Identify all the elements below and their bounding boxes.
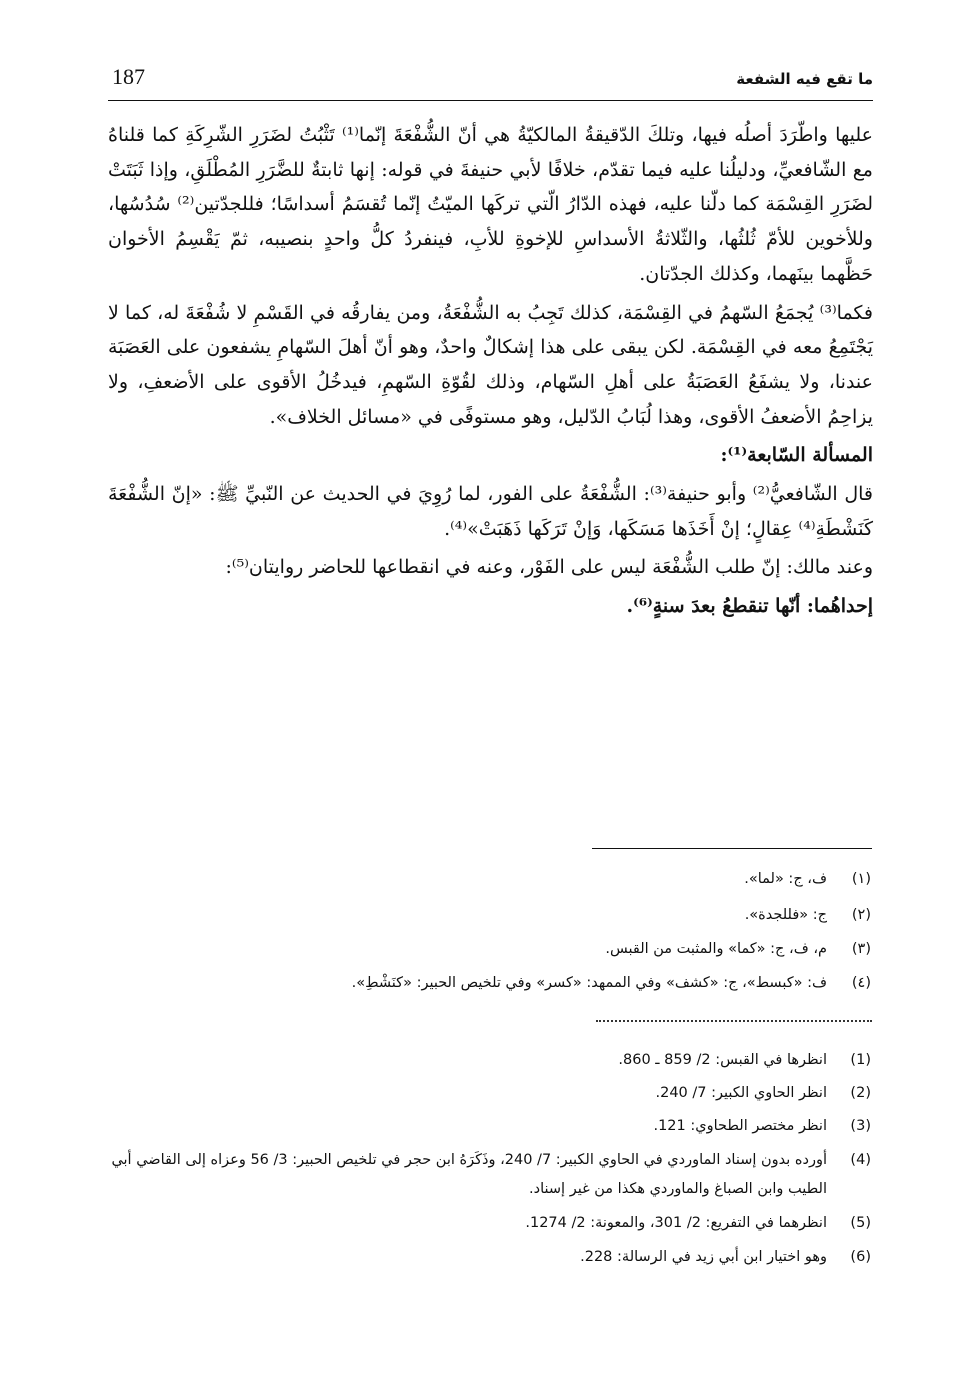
- footnote-item: [108, 1152, 873, 1204]
- paragraph: إحداهُما: أنّها تنقطعُ بعدَ سنةٍ⁽⁶⁾.: [626, 595, 873, 618]
- footnote-text: انظر مختصر الطحاوي: 121.: [653, 1118, 827, 1134]
- footnote-text: ف، ج: «لما».: [744, 871, 827, 887]
- footnote-item: [108, 1085, 873, 1108]
- footnote-number: (٣): [851, 941, 871, 957]
- footnote-number: (6): [850, 1249, 871, 1265]
- footnote-number: (5): [850, 1215, 871, 1231]
- footnote-text: انظرهما في التفريع: 2/ 301، والمعونة: 2/ 1274.: [525, 1215, 827, 1231]
- footnote-number: (٢): [851, 907, 871, 923]
- paragraph: عليها واطّرَدَ أصلُه فيها، وتلكَ الدّقيقةُ المالكيّةُ هي أنّ الشُّفْعَةَ إنّما⁽¹⁾ تَثْبُتُ لضَرَرِ الشّرِكَةِ كما قلناهُ مع الشّافعيِّ، ودليلُنا عليه فيما تقدّم، خلافًا لأبي حنيفةَ في قوله: إنها ثابتةٌ للضَّرَرِ المُطْلَقِ، وإذا ثَبَتَتْ لضَرَرِ القِسْمَة كما دلّنا عليه، فهذه الدّارُ الّتي تركَها الميّتُ إنّما تُقسَمُ أسداسًا؛ فللجدّتين⁽²⁾ سُدُسُها، وللأخوين للأمّ ثُلثُها، والثّلاثةُ الأسداسِ للإخوةِ للأبِ، فينفردُ كلُّ واحدٍ بنصيبه، ثمّ يَقْسِمُ الأخوان حَظَّهما بينَهما، وكذلك الجدّتان.: [108, 124, 873, 285]
- footnote-item: [108, 1215, 873, 1238]
- footnote-item: [108, 941, 873, 964]
- footnote-item: [108, 907, 873, 930]
- footnote-item: [108, 1118, 873, 1141]
- footnote-number: (٤): [851, 975, 871, 991]
- paragraph: فكما⁽³⁾ يُجمَعُ السّهمُ في القِسْمَة، كذلك تَجِبُ به الشُّفْعَةُ، ومن يفارقُه في القَسْمِ لا شُفْعَةَ له، كما لا يَجْتَمِعُ معه في القِسْمَة. لكن يبقى على هذا إشكالٌ واحدٌ، وهو أنّ أهلَ السّهامِ يشفعون على العَصَبَة عندنا، ولا يشفَعُ العَصَبَةُ على أهلِ السّهام، وذلك لقُوّةِ السّهمِ، فيدخُلُ الأقوى على الأضعفِ، ولا يزاحِمُ الأضعفُ الأقوى، وهذا لُبَابُ الدّليل، وهو مستوفًى في «مسائل الخلاف».: [108, 301, 873, 428]
- footnote-item: [108, 975, 873, 998]
- paragraph: وعند مالك: إنّ طلب الشُّفْعَة ليس على الفَوْر، وعنه في انقطاعها للحاضر روايتان⁽⁵⁾:: [225, 556, 873, 579]
- main-text: [108, 118, 873, 624]
- footnote-text: انظرها في القبس: 2/ 859 ـ 860.: [618, 1052, 827, 1068]
- footnote-number: (4): [850, 1152, 871, 1168]
- footnote-text: ف: «كبسط»، ج: «كشف» وفي الممهد: «كسر» وفي تلخيص الحبير: «كنَشْطِ».: [351, 975, 827, 991]
- footnote-item: [108, 871, 873, 894]
- footnote-divider: [592, 848, 872, 849]
- editor-footnote-divider: [596, 1020, 872, 1022]
- footnote-item: [108, 1249, 873, 1272]
- paragraph: قال الشّافعيُّ⁽²⁾ وأبو حنيفة⁽³⁾: الشُّفْعَةُ على الفور، لما رُوِيَ في الحديث عن النّبيِّ ﷺ: «إنّ الشُّفْعَةَ كَنَشْطَةِ⁽⁴⁾ عِقالٍ؛ إنْ أَخَذَها مَسَكَها، وَإنْ تَرَكَها ذَهَبَتْ»⁽⁴⁾.: [108, 483, 873, 540]
- section-heading: المسألة السّابعة⁽¹⁾:: [720, 444, 873, 467]
- footnote-number: (١): [851, 871, 871, 887]
- footnote-text: انظر الحاوي الكبير: 7/ 240.: [655, 1085, 827, 1101]
- footnote-text: م، ف، ج: «كما» والمثبت من القبس.: [605, 941, 827, 957]
- footnote-text: وهو اختيار ابن أبي زيد في الرسالة: 228.: [580, 1249, 827, 1265]
- footnote-number: (3): [850, 1118, 871, 1134]
- footnote-number: (1): [850, 1052, 871, 1068]
- footnote-number: (2): [850, 1085, 871, 1101]
- page-header: [108, 60, 873, 101]
- page-number: 187: [112, 64, 145, 89]
- footnote-item: [108, 1052, 873, 1075]
- footnote-text: ج: «فللجدة».: [744, 907, 827, 923]
- footnote-text: أورده بدون إسناد الماوردي في الحاوي الكبير: 7/ 240، وذَكَرَهُ ابن حجر في تلخيص الحبير: 3/ 56 وعزاه إلى القاضي أبي الطيب وابن الصباغ والماوردي هكذا من غير إسناد.: [111, 1152, 827, 1197]
- running-title: ما تقع فيه الشفعة: [736, 70, 873, 88]
